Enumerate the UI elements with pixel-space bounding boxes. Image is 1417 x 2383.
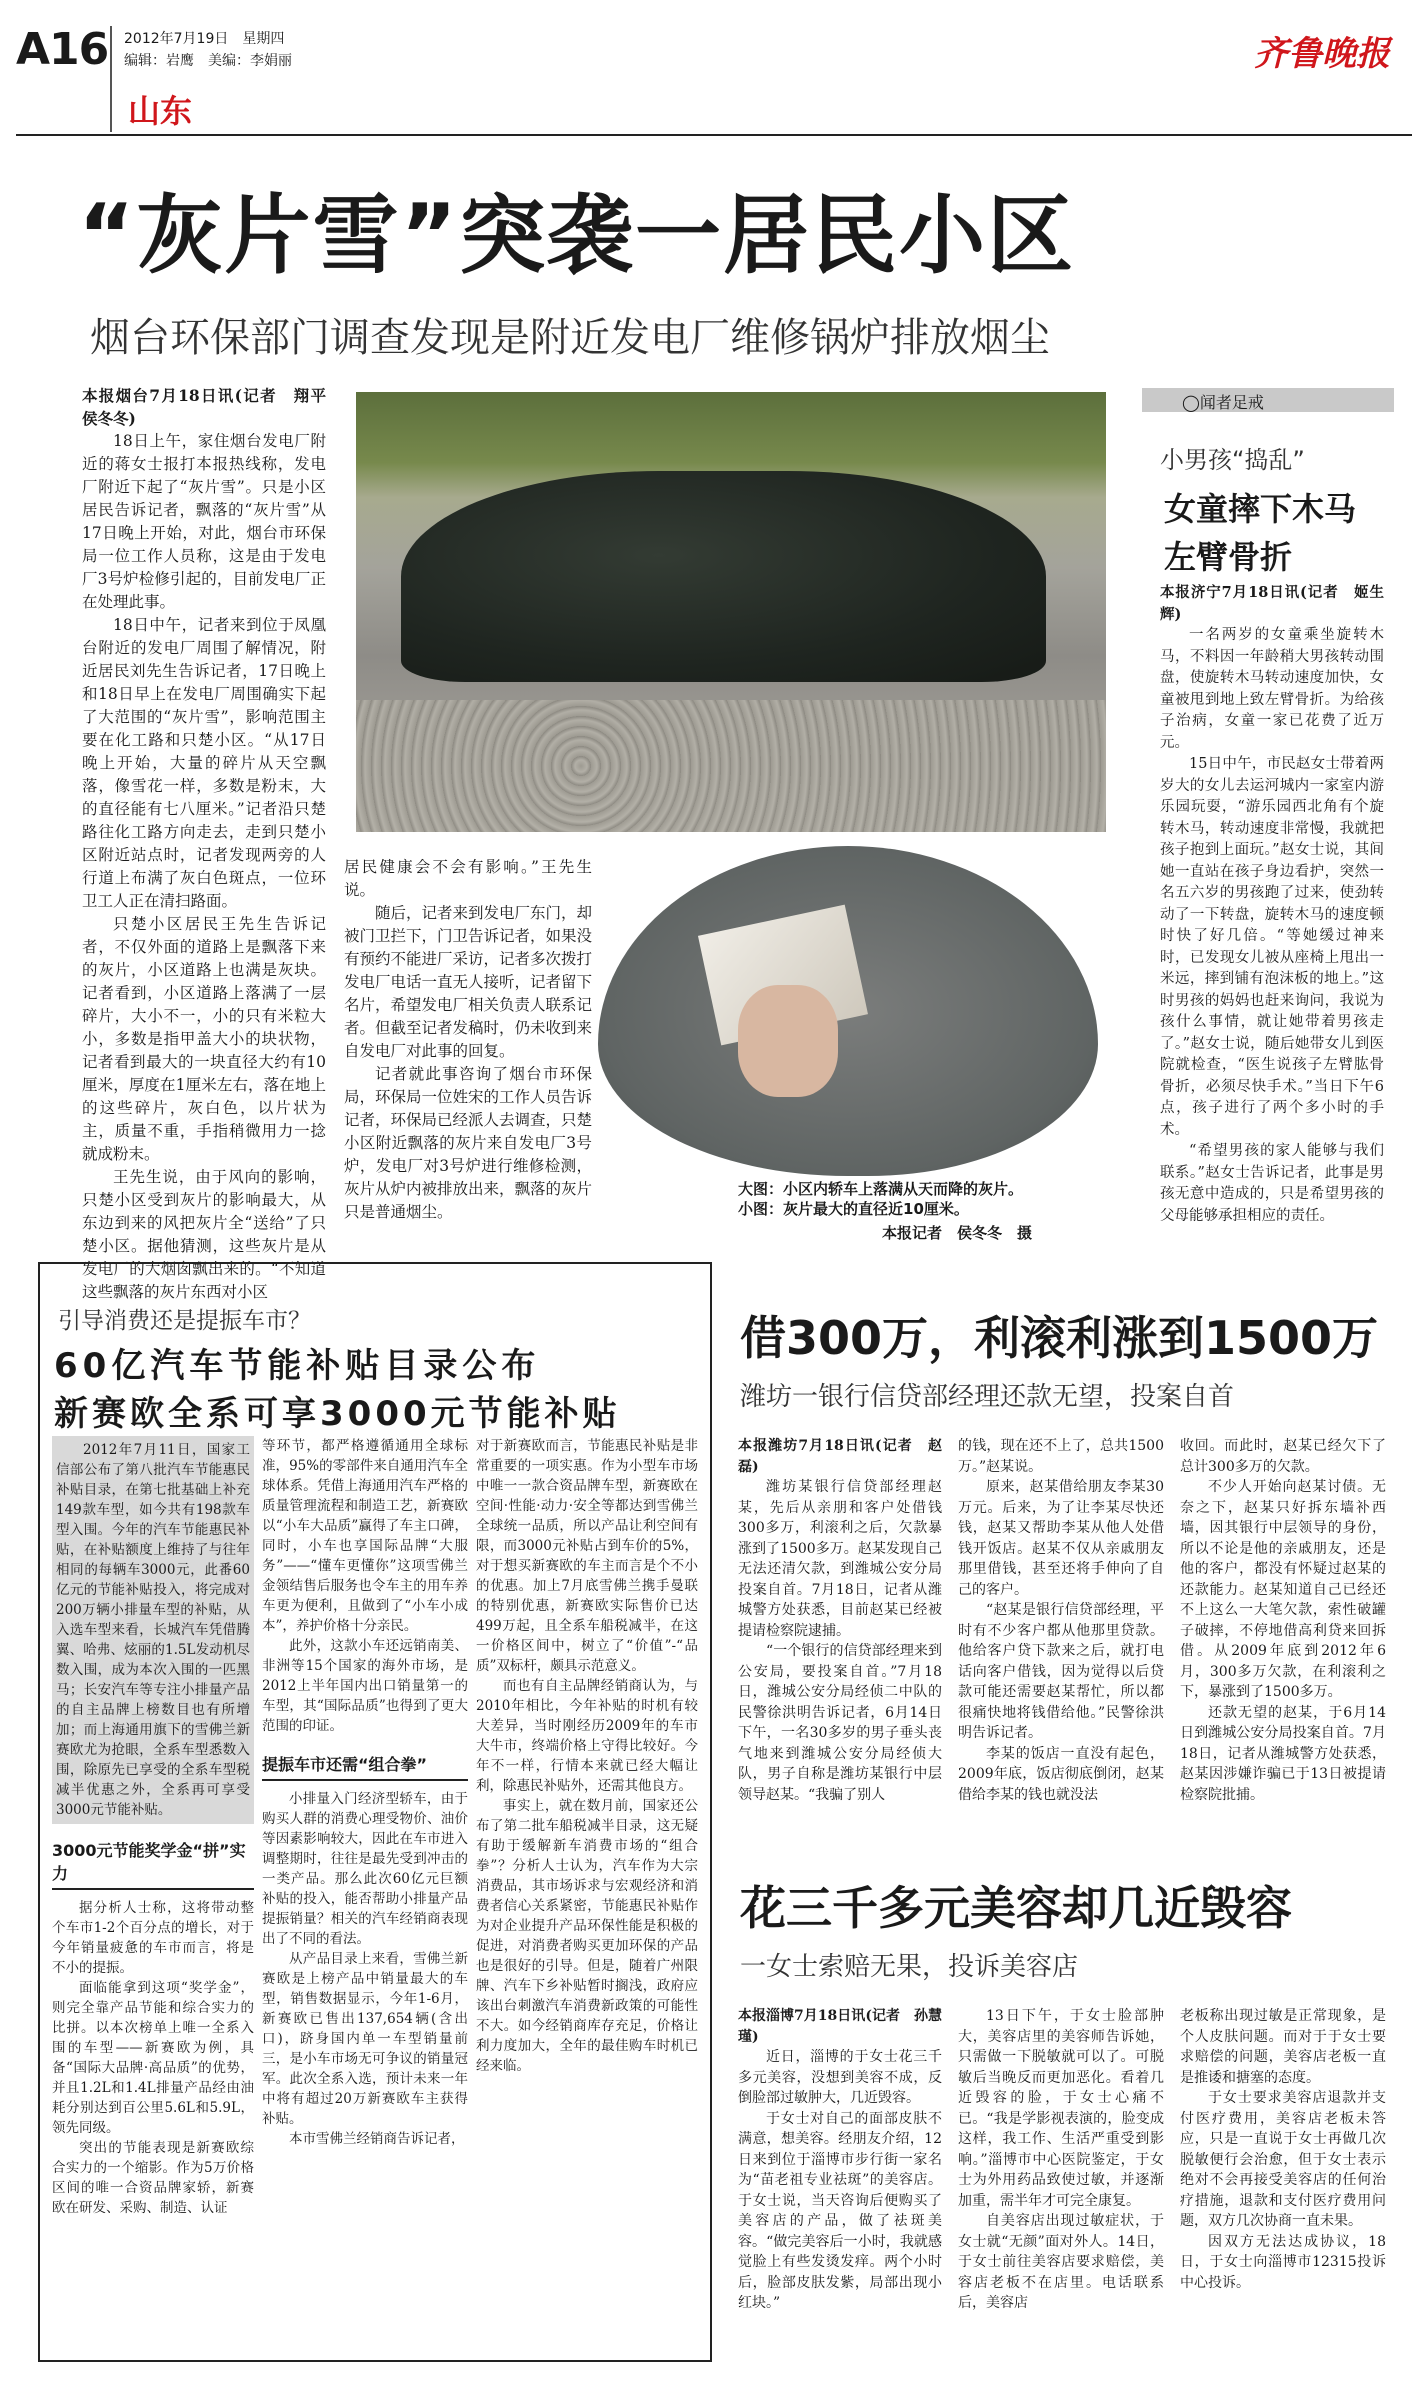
beauty-headline: 花三千多元美容却几近毁容	[740, 1881, 1292, 1935]
lead-subheadline: 烟台环保部门调查发现是附近发电厂维修锅炉排放烟尘	[90, 315, 1050, 361]
beauty-column-3	[1180, 2006, 1386, 2368]
loan-paragraph: 还款无望的赵某，于6月14日到潍城公安分局投案自首。7月18日，记者从潍城警方处获悉，赵某因涉嫌诈骗已于13日被提请检察院批捕。	[1180, 1704, 1386, 1803]
auto-paragraph: 而也有自主品牌经销商认为，与2010年相比，今年补贴的时机有较大差异，当时刚经历2009年的车市大牛市，终端价格上守得比较好。今年不一样，行情本来就已经大幅让利，除惠民补贴外，还需其他良方。	[476, 1678, 698, 1794]
page-number: A16	[16, 24, 109, 75]
sidebar-paragraph: “希望男孩的家人能够与我们联系。”赵女士告诉记者，此事是男孩无意中造成的，只是希望男孩的父母能够承担相应的责任。	[1160, 1143, 1384, 1224]
loan-paragraph: “赵某是银行信贷部经理，平时有不少客户都从他那里贷款。他给客户贷下款来之后，就打电话向客户借钱，因为觉得以后贷款可能还需要赵某帮忙，所以都很痛快地将钱借给他。”民警徐洪明告诉记者。	[958, 1602, 1164, 1741]
auto-column-2	[262, 1436, 468, 2346]
loan-byline: 本报潍坊7月18日讯(记者 赵磊)	[738, 1438, 942, 1475]
sidebar-kicker-bar	[1142, 388, 1394, 412]
loan-paragraph: 不少人开始向赵某讨债。无奈之下，赵某只好拆东墙补西墙，因其银行中层领导的身份，所以不论是他的亲戚朋友，还是他的客户，都没有怀疑过赵某的还款能力。赵某知道自己已经还不上这么一大笔欠款，索性破罐子破摔，不停地借高利贷来回拆借。从2009年底到2012年6月，300多万欠款，在利滚利之下，暴涨到了1500多万。	[1180, 1479, 1386, 1700]
beauty-column-2	[958, 2006, 1164, 2368]
beauty-paragraph: 自美容店出现过敏症状，于女士就“无颜”面对外人。14日，于女士前往美容店要求赔偿，美容店老板不在店里。电话联系后，美容店	[958, 2213, 1164, 2311]
loan-column-3	[1180, 1436, 1386, 1844]
lead-paragraph: 王先生说，由于风向的影响，只楚小区受到灰片的影响最大，从东边到来的风把灰片全“送给”了只楚小区。据他猜测，这些灰片是从发电厂的大烟囱飘出来的。“不知道这些飘落的灰片东西对小区	[82, 1168, 326, 1301]
auto-column-1	[52, 1436, 254, 2346]
beauty-paragraph: 于女士要求美容店退款并支付医疗费用，美容店老板未答应，只是一直说于女士再做几次脱敏便行会治愈，但于女士表示绝对不会再接受美容店的任何治疗措施，退款和支付医疗费用问题，双方几次协商一直未果。	[1180, 2090, 1386, 2229]
loan-column-2	[958, 1436, 1164, 1844]
sidebar-headline-1: 女童摔下木马	[1164, 490, 1357, 528]
photo-credit: 本报记者 侯冬冬 摄	[882, 1224, 1033, 1242]
sidebar-byline: 本报济宁7月18日讯(记者 姬生辉)	[1160, 584, 1384, 623]
auto-subhead-2: 提振车市还需“组合拳”	[262, 1752, 468, 1781]
auto-paragraph: 突出的节能表现是新赛欧综合实力的一个缩影。作为5万价格区间的唯一合资品牌家轿，新赛欧在研发、采购、制造、认证	[52, 2140, 254, 2216]
loan-column-1	[738, 1436, 942, 1844]
lead-byline: 本报烟台7月18日讯(记者 翔平 侯冬冬)	[82, 386, 342, 428]
loan-paragraph: 收回。而此时，赵某已经欠下了总计300多万的欠款。	[1180, 1438, 1386, 1475]
beauty-byline: 本报淄博7月18日讯(记者 孙慧瑾)	[738, 2008, 942, 2045]
beauty-paragraph: 因双方无法达成协议，18日，于女士向淄博市12315投诉中心投诉。	[1180, 2233, 1386, 2291]
lead-paragraph: 18日上午，家住烟台发电厂附近的蒋女士报打本报热线称，发电厂附近下起了“灰片雪”。只是小区居民告诉记者，飘落的“灰片雪”从17日晚上开始，对此，烟台市环保局一位工作人员称，这是由于发电厂3号炉检修引起的，目前发电厂正在处理此事。	[82, 432, 326, 611]
lead-paragraph: 只楚小区居民王先生告诉记者，不仅外面的道路上是飘落下来的灰片，小区道路上也满是灰块。记者看到，小区道路上落满了一层碎片，大小不一，小的只有米粒大小，多数是指甲盖大小的块状物，记者看到最大的一块直径大约有10厘米，厚度在1厘米左右，落在地上的这些碎片，灰白色，以片状为主，质量不重，手指稍微用力一捻就成粉末。	[82, 915, 326, 1163]
loan-paragraph: “一个银行的信贷部经理来到公安局，要投案自首。”7月18日，潍城公安分局经侦二中队的民警徐洪明告诉记者，6月14日下午，一名30多岁的男子垂头丧气地来到潍城公安分局经侦大队，男子自称是潍坊某银行中层领导赵某。“我骗了别人	[738, 1643, 942, 1803]
beauty-paragraph: 老板称出现过敏是正常现象，是个人皮肤问题。而对于于女士要求赔偿的问题，美容店老板一直是推诿和搪塞的态度。	[1180, 2008, 1386, 2086]
auto-headline-2: 新赛欧全系可享3000元节能补贴	[54, 1394, 621, 1434]
sidebar-body	[1160, 582, 1384, 1242]
auto-deck: 引导消费还是提振车市？	[58, 1308, 311, 1334]
masthead-rule	[16, 134, 1412, 136]
newspaper-brand: 齐鲁晚报	[1254, 34, 1390, 74]
loan-paragraph: 的钱，现在还不上了，总共1500万。”赵某说。	[958, 1438, 1164, 1475]
auto-intro-shade	[52, 1436, 254, 1824]
loan-subheadline: 潍坊一银行信贷部经理还款无望，投案自首	[740, 1382, 1235, 1412]
lead-paragraph: 记者就此事咨询了烟台市环保局，环保局一位姓宋的工作人员告诉记者，环保局已经派人去调查，只楚小区附近飘落的灰片来自发电厂3号炉，发电厂对3号炉进行维修检测，灰片从炉内被排放出来，飘落的灰片只是普通烟尘。	[344, 1065, 593, 1221]
beauty-paragraph: 于女士对自己的面部皮肤不满意，想美容。经朋友介绍，12日来到位于淄博市步行街一家名为“苗老祖专业祛斑”的美容店。于女士说，当天咨询后便购买了美容店的产品，做了祛斑美容。“做完美容后一小时，我就感觉脸上有些发烫发痒。两个小时后，脸部皮肤发紫，局部出现小红块。”	[738, 2110, 942, 2311]
auto-subhead-1: 3000元节能奖学金“拼”实力	[52, 1838, 254, 1890]
beauty-column-1	[738, 2006, 942, 2368]
beauty-paragraph: 近日，淄博的于女士花三千多元美容，没想到美容不成，反倒脸部过敏肿大，几近毁容。	[738, 2049, 942, 2106]
sidebar-kicker: ◯闻者足戒	[1182, 393, 1264, 412]
auto-paragraph: 2012年7月11日，国家工信部公布了第八批汽车节能惠民补贴目录，在第七批基础上补充149款车型，如今共有198款车型入围。今年的汽车节能惠民补贴，在补贴额度上维持了与往年相同的每辆车3000元，此番60亿元的节能补贴投入，将完成对200万辆小排量车型的补贴，从入选车型来看，长城汽车凭借腾翼、哈弗、炫丽的1.5L发动机尽数入围，成为本次入围的一匹黑马；长安汽车等专注小排量产品的自主品牌上榜数目也有所增加；而上海通用旗下的雪佛兰新赛欧尤为抢眼，全系车型悉数入围，除原先已享受的全系车型税减半优惠之外，全系再可享受3000元节能补贴。	[56, 1442, 250, 1818]
auto-paragraph: 本市雪佛兰经销商告诉记者，	[289, 2131, 465, 2147]
auto-paragraph: 小排量入门经济型轿车，由于购买人群的消费心理受物价、油价等因素影响较大，因此在车市进入调整期时，往往是最先受到冲击的一类产品。那么此次60亿元巨额补贴的投入，能否帮助小排量产品提振销量？相关的汽车经销商表现出了不同的看法。	[262, 1791, 468, 1947]
photo-caption-2: 小图：灰片最大的直径近10厘米。	[738, 1200, 969, 1218]
auto-paragraph: 据分析人士称，这将带动整个车市1-2个百分点的增长，对于今年销量疲惫的车市而言，将是不小的提振。	[52, 1900, 254, 1976]
auto-paragraph: 等环节，都严格遵循通用全球标准，95%的零部件来自通用汽车全球体系。凭借上海通用汽车严格的质量管理流程和制造工艺，新赛欧以“小车大品质”赢得了车主口碑，同时，小车也享国际品牌“大服务”——“懂车更懂你”这项雪佛兰金领结售后服务也令车主的用车养车更为便利，且做到了“小车小成本”，养护价格十分亲民。	[262, 1438, 468, 1634]
lead-column-1	[82, 384, 342, 1301]
auto-paragraph: 此外，这款小车还远销南美、非洲等15个国家的海外市场，是2012上半年国内出口销量第一的车型，其“国际品质”也得到了更大范围的印证。	[262, 1638, 468, 1734]
issue-date: 2012年7月19日 星期四	[124, 31, 285, 47]
editors: 编辑：岩鹰 美编：李娟丽	[124, 53, 292, 69]
lead-paragraph: 居民健康会不会有影响。”王先生说。	[344, 858, 592, 899]
beauty-subheadline: 一女士索赔无果，投诉美容店	[740, 1952, 1079, 1982]
auto-paragraph: 事实上，就在数月前，国家还公布了第二批车船税减半目录，这无疑有助于缓解新车消费市场的“组合拳”？分析人士认为，汽车作为大宗消费品，其市场诉求与宏观经济和消费者信心关系紧密，节能惠民补贴作为对企业提升产品环保性能是积极的促进，对消费者购买更加环保的产品也是很好的引导。但是，随着广州限牌、汽车下乡补贴暂时搁浅，政府应该出台刺激汽车消费新政策的可能性不大。如今经销商库存充足，价格让利力度加大，全年的最佳购车时机已经来临。	[476, 1798, 698, 2074]
auto-paragraph: 面临能拿到这项“奖学金”，则完全靠产品节能和综合实力的比拼。以本次榜单上唯一全系入围的车型——新赛欧为例，具备“国际大品牌·高品质”的优势，并且1.2L和1.4L排量产品经由油耗分别达到百公里5.6L和5.9L，领先同级。	[52, 1980, 254, 2136]
sidebar-deck: 小男孩“捣乱”	[1160, 446, 1305, 474]
loan-headline: 借300万，利滚利涨到1500万	[740, 1311, 1379, 1365]
sidebar-paragraph: 15日中午，市民赵女士带着两岁大的女儿去运河城内一家室内游乐园玩耍，“游乐园西北角有个旋转木马，转动速度非常慢，我就把孩子抱到上面玩。”赵女士说，其间她一直站在孩子身边看护，突然一名五六岁的男孩跑了过来，使劲转动了一下转盘，旋转木马的速度顿时快了好几倍。“等她缓过神来时，已发现女儿被从座椅上甩出一米远，摔到铺有泡沫板的地上。”这时男孩的妈妈也赶来询问，我说为孩什么事情，就让她带着男孩走了。”赵女士说，随后她带女儿到医院就检查，“医生说孩子左臂肱骨骨折，必须尽快手术。”当日下午6点，孩子进行了两个多小时的手术。	[1160, 756, 1384, 1138]
loan-paragraph: 潍坊某银行信贷部经理赵某，先后从亲朋和客户处借钱300多万，利滚利之后，欠款暴涨到了1500多万。赵某发现自己无法还清欠款，到潍城公安分局投案自首。7月18日，记者从潍城警方处获悉，目前赵某已经被提请检察院逮捕。	[738, 1479, 942, 1639]
auto-column-3	[476, 1436, 698, 2346]
loan-paragraph: 原来，赵某借给朋友李某30万元。后来，为了让李某尽快还钱，赵某又帮助李某从他人处借钱开饭店。赵某不仅从亲戚朋友那里借钱，甚至还将手伸向了自己的客户。	[958, 1479, 1164, 1598]
photo-caption-1: 大图：小区内轿车上落满从天而降的灰片。	[738, 1180, 1024, 1198]
lead-paragraph: 随后，记者来到发电厂东门，却被门卫拦下，门卫告诉记者，如果没有预约不能进厂采访，记者多次拨打发电厂电话一直无人接听，记者留下名片，希望发电厂相关负责人联系记者。但截至记者发稿时，仍未收到来自发电厂对此事的回复。	[344, 904, 593, 1060]
loan-paragraph: 李某的饭店一直没有起色，2009年底，饭店彻底倒闭，赵某借给李某的钱也就没法	[958, 1745, 1164, 1803]
lead-photo-ash-flake	[598, 846, 1098, 1176]
section-name: 山东	[128, 92, 193, 130]
auto-paragraph: 从产品目录上来看，雪佛兰新赛欧是上榜产品中销量最大的车型，销售数据显示，今年1-6月，新赛欧已售出137,654辆(含出口)，跻身国内单一车型销量前三，是小车市场无可争议的销量冠军。此次全系入选，预计未来一年中将有超过20万新赛欧车主获得补贴。	[262, 1951, 468, 2127]
lead-paragraph: 18日中午，记者来到位于凤凰台附近的发电厂周围了解情况，附近居民刘先生告诉记者，17日晚上和18日早上在发电厂周围确实下起了大范围的“灰片雪”，影响范围主要在化工路和只楚小区。“从17日晚上开始，大量的碎片从天空飘落，像雪花一样，多数是粉末，大的直径能有七八厘米。”记者沿只楚路往化工路方向走去，走到只楚小区附近站点时，记者发现两旁的人行道上布满了灰白色斑点，一位环卫工人正在清扫路面。	[82, 616, 326, 910]
sidebar-paragraph: 一名两岁的女童乘坐旋转木马，不料因一年龄稍大男孩转动围盘，使旋转木马转动速度加快，女童被甩到地上致左臂骨折。为给孩子治病，女童一家已花费了近万元。	[1160, 627, 1384, 751]
lead-photo-car	[356, 392, 1106, 832]
masthead-divider	[110, 26, 112, 132]
beauty-paragraph: 13日下午，于女士脸部肿大，美容店里的美容师告诉她，只需做一下脱敏就可以了。可脱敏后当晚反而更加恶化。看着几近毁容的脸，于女士心痛不已。“我是学影视表演的，脸变成这样，我工作、生活严重受到影响。”淄博市中心医院鉴定，于女士为外用药品致使过敏，并逐渐加重，需半年才可完全康复。	[958, 2008, 1164, 2209]
lead-column-2	[344, 856, 592, 1236]
auto-paragraph: 对于新赛欧而言，节能惠民补贴是非常重要的一项实惠。作为小型车市场中唯一一款合资品牌车型，新赛欧在空间·性能·动力·安全等都达到雪佛兰全球统一品质，所以产品让利空间有限，而3000元补贴占到车价的5%，对于想买新赛欧的车主而言是个不小的优惠。加上7月底雪佛兰携手曼联的特别优惠，新赛欧实际售价已达499万起，且全系车船税减半，在这一价格区间中，树立了“价值”-“品质”双标杆，颇具示范意义。	[476, 1438, 698, 1674]
sidebar-headline-2: 左臂骨折	[1164, 538, 1293, 576]
auto-headline-1: 60亿汽车节能补贴目录公布	[54, 1346, 541, 1386]
lead-headline: “灰片雪”突袭一居民小区	[78, 186, 1076, 286]
